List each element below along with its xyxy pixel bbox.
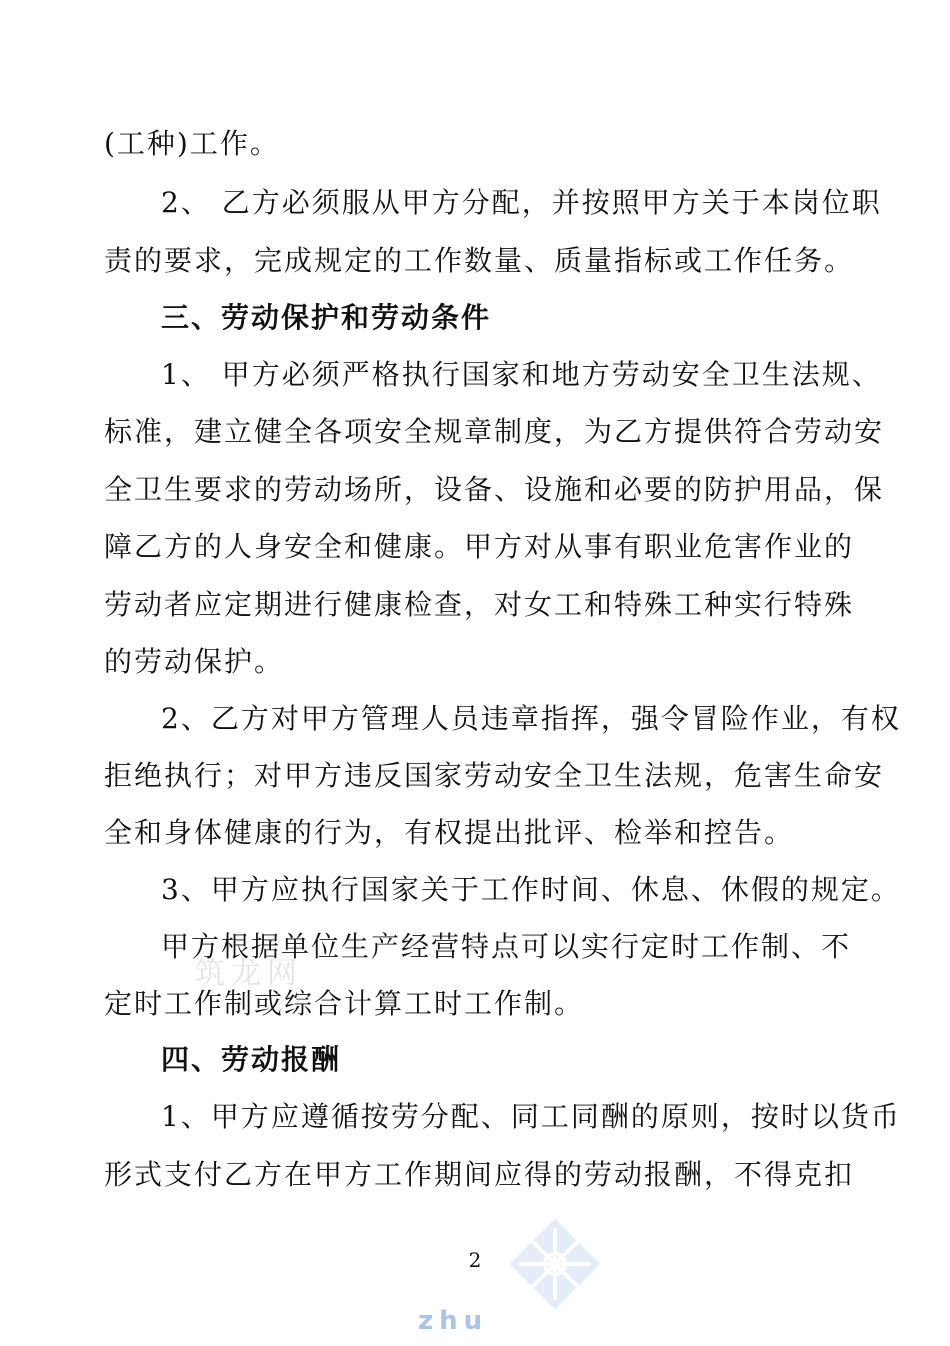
body-line: 全和身体健康的行为，有权提出批评、检举和控告。 <box>104 816 795 849</box>
body-line: 定时工作制或综合计算工时工作制。 <box>104 987 585 1020</box>
body-line: 3、甲方应执行国家关于工作时间、休息、休假的规定。 <box>161 873 901 906</box>
body-line: 全卫生要求的劳动场所，设备、设施和必要的防护用品，保 <box>104 473 885 506</box>
body-line: 拒绝执行；对甲方违反国家劳动安全卫生法规，危害生命安 <box>104 759 885 792</box>
body-line: 标准，建立健全各项安全规章制度，为乙方提供符合劳动安 <box>104 415 885 448</box>
body-line: 2、乙方对甲方管理人员违章指挥，强令冒险作业，有权 <box>161 702 901 735</box>
body-line: 甲方根据单位生产经营特点可以实行定时工作制、不 <box>161 930 852 963</box>
body-line: 形式支付乙方在甲方工作期间应得的劳动报酬，不得克扣 <box>104 1158 855 1191</box>
body-line: 1、 甲方必须严格执行国家和地方劳动安全卫生法规、 <box>161 358 882 391</box>
page-number: 2 <box>468 1248 482 1272</box>
body-line: 障乙方的人身安全和健康。甲方对从事有职业危害作业的 <box>104 530 855 563</box>
watermark-text: 筑龙网 <box>195 956 303 991</box>
body-line: 责的要求，完成规定的工作数量、质量指标或工作任务。 <box>104 244 855 277</box>
body-line: 1、甲方应遵循按劳分配、同工同酬的原则，按时以货币 <box>161 1100 901 1133</box>
watermark-logo-text: zhu <box>418 1306 489 1336</box>
body-line: (工种)工作。 <box>104 127 280 160</box>
body-line: 的劳动保护。 <box>104 645 285 678</box>
section-heading-labor-protection: 三、劳动保护和劳动条件 <box>161 301 492 334</box>
snowflake-logo-icon <box>495 1210 615 1342</box>
section-heading-labor-remuneration: 四、劳动报酬 <box>161 1043 342 1076</box>
body-line: 2、 乙方必须服从甲方分配，并按照甲方关于本岗位职 <box>161 186 882 219</box>
body-line: 劳动者应定期进行健康检查，对女工和特殊工种实行特殊 <box>104 588 855 621</box>
